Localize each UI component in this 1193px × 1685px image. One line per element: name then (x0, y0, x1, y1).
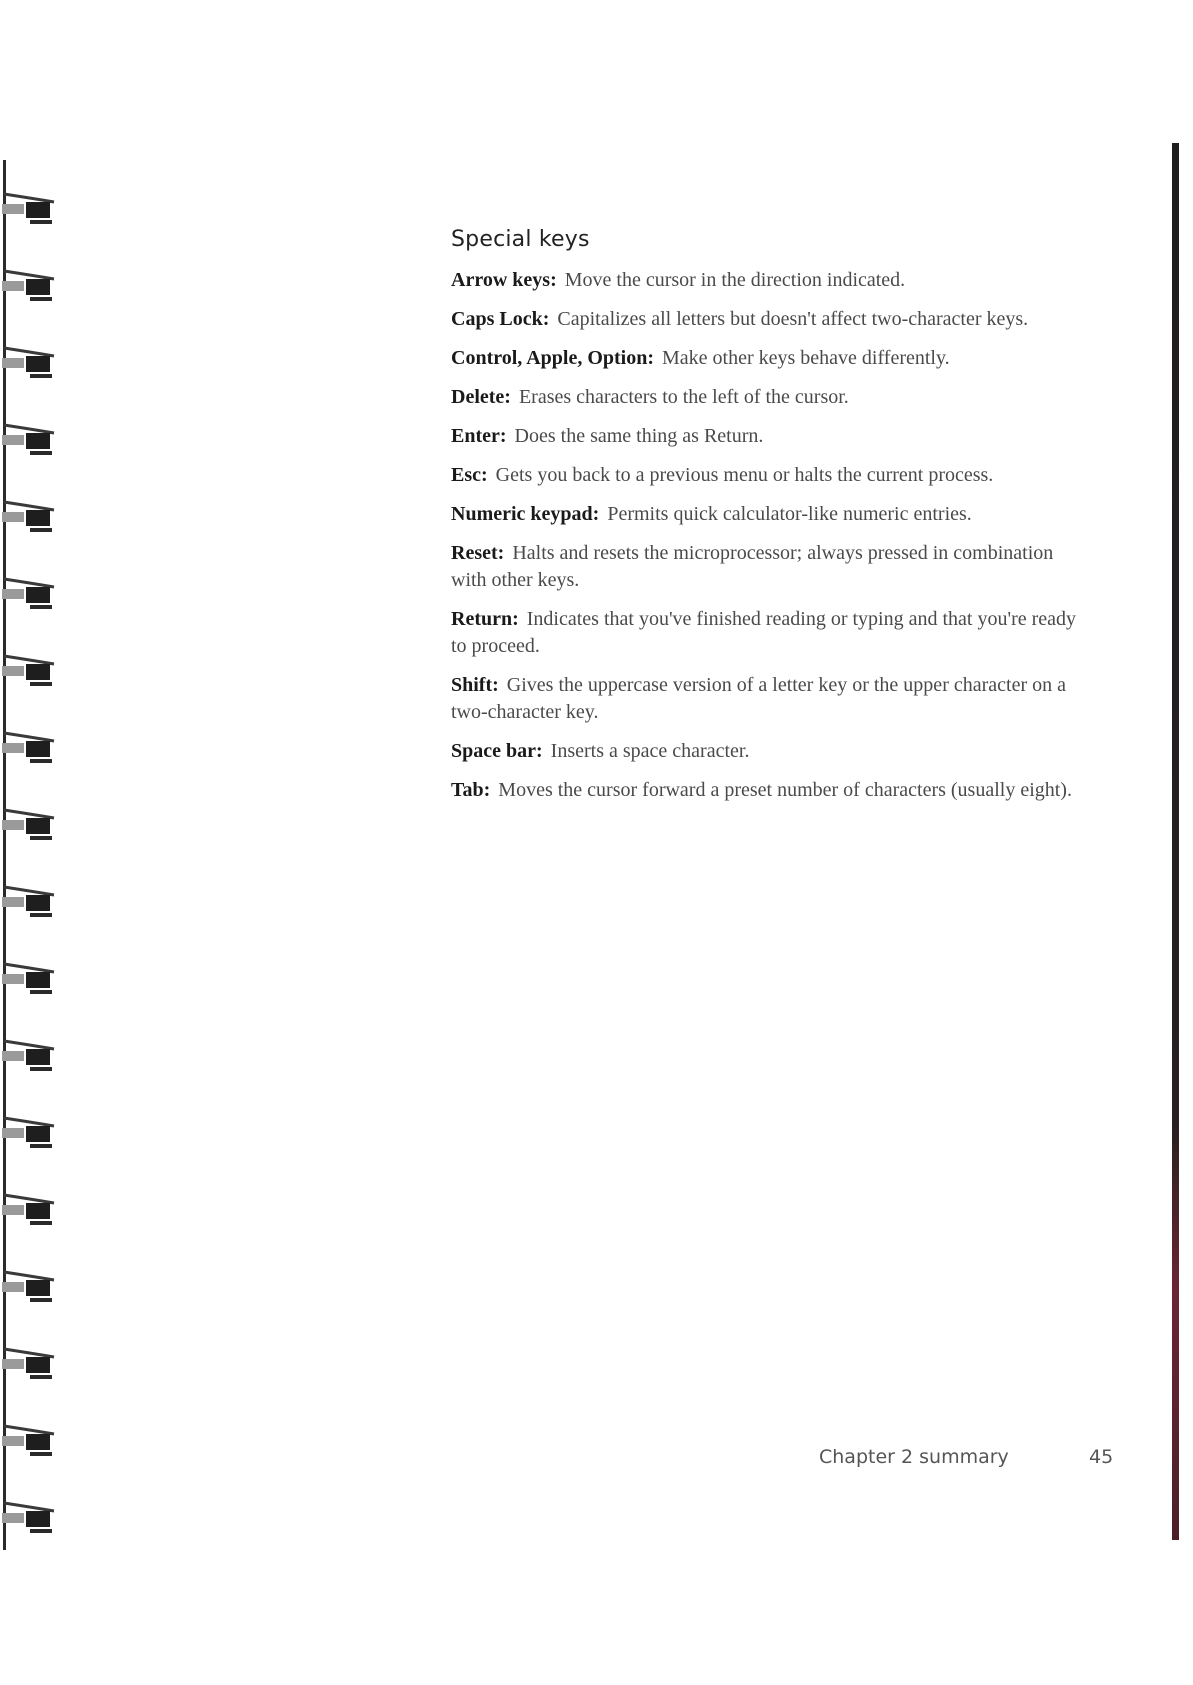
binding-loop (0, 1343, 62, 1395)
entry-reset (451, 540, 1091, 594)
entry-term: Esc: (451, 464, 488, 486)
entry-enter (451, 423, 1091, 450)
entry-description: Capitalizes all letters but doesn't affect two-character keys. (557, 308, 1029, 330)
binding-loop (0, 650, 62, 702)
entry-term: Enter: (451, 425, 507, 447)
binding-loop (0, 958, 62, 1010)
page-content (451, 227, 1111, 816)
entry-description: Move the cursor in the direction indicated. (564, 269, 906, 291)
entry-description: Gives the uppercase version of a letter key or the upper character on a two-character key. (451, 674, 1066, 723)
entry-description: Make other keys behave differently. (662, 347, 950, 369)
entry-description: Erases characters to the left of the cursor. (518, 386, 849, 408)
entry-return (451, 606, 1091, 660)
entry-esc (451, 462, 1091, 489)
binding-loop (0, 804, 62, 856)
binding-loop (0, 1497, 62, 1549)
spiral-binding (0, 160, 62, 1550)
page-number: 45 (1089, 1446, 1114, 1468)
binding-loop (0, 881, 62, 933)
entry-term: Space bar: (451, 740, 543, 762)
chapter-label: Chapter 2 summary (819, 1446, 1009, 1468)
entry-term: Caps Lock: (451, 308, 550, 330)
binding-loop (0, 1266, 62, 1318)
binding-loop (0, 1420, 62, 1472)
entry-term: Tab: (451, 779, 491, 801)
binding-loop (0, 419, 62, 471)
entry-term: Shift: (451, 674, 499, 696)
entry-shift (451, 672, 1091, 726)
entry-term: Delete: (451, 386, 511, 408)
entry-caps-lock (451, 306, 1091, 333)
entry-description: Does the same thing as Return. (514, 425, 764, 447)
binding-loop (0, 1035, 62, 1087)
entry-numeric-keypad (451, 501, 1091, 528)
binding-loop (0, 265, 62, 317)
entry-description: Halts and resets the microprocessor; always pressed in combination with other keys. (451, 542, 1054, 591)
binding-loop (0, 188, 62, 240)
entry-description: Moves the cursor forward a preset number of characters (usually eight). (498, 779, 1072, 801)
entry-term: Reset: (451, 542, 505, 564)
entry-description: Inserts a space character. (550, 740, 750, 762)
binding-loop (0, 1189, 62, 1241)
page-edge (1172, 143, 1179, 1540)
binding-loop (0, 727, 62, 779)
section-title: Special keys (451, 227, 590, 252)
binding-loop (0, 342, 62, 394)
binding-loop (0, 496, 62, 548)
entry-space-bar (451, 738, 1091, 765)
entry-control-apple-option (451, 345, 1091, 372)
entry-delete (451, 384, 1091, 411)
binding-loop (0, 573, 62, 625)
entry-tab (451, 777, 1091, 804)
entry-term: Numeric keypad: (451, 503, 600, 525)
binding-loop (0, 1112, 62, 1164)
entry-description: Indicates that you've finished reading or typing and that you're ready to proceed. (451, 608, 1077, 657)
entry-arrow-keys (451, 267, 1091, 294)
entry-term: Control, Apple, Option: (451, 347, 654, 369)
entry-term: Arrow keys: (451, 269, 557, 291)
entry-description: Permits quick calculator-like numeric entries. (607, 503, 972, 525)
entry-description: Gets you back to a previous menu or halts the current process. (495, 464, 994, 486)
entry-term: Return: (451, 608, 519, 630)
